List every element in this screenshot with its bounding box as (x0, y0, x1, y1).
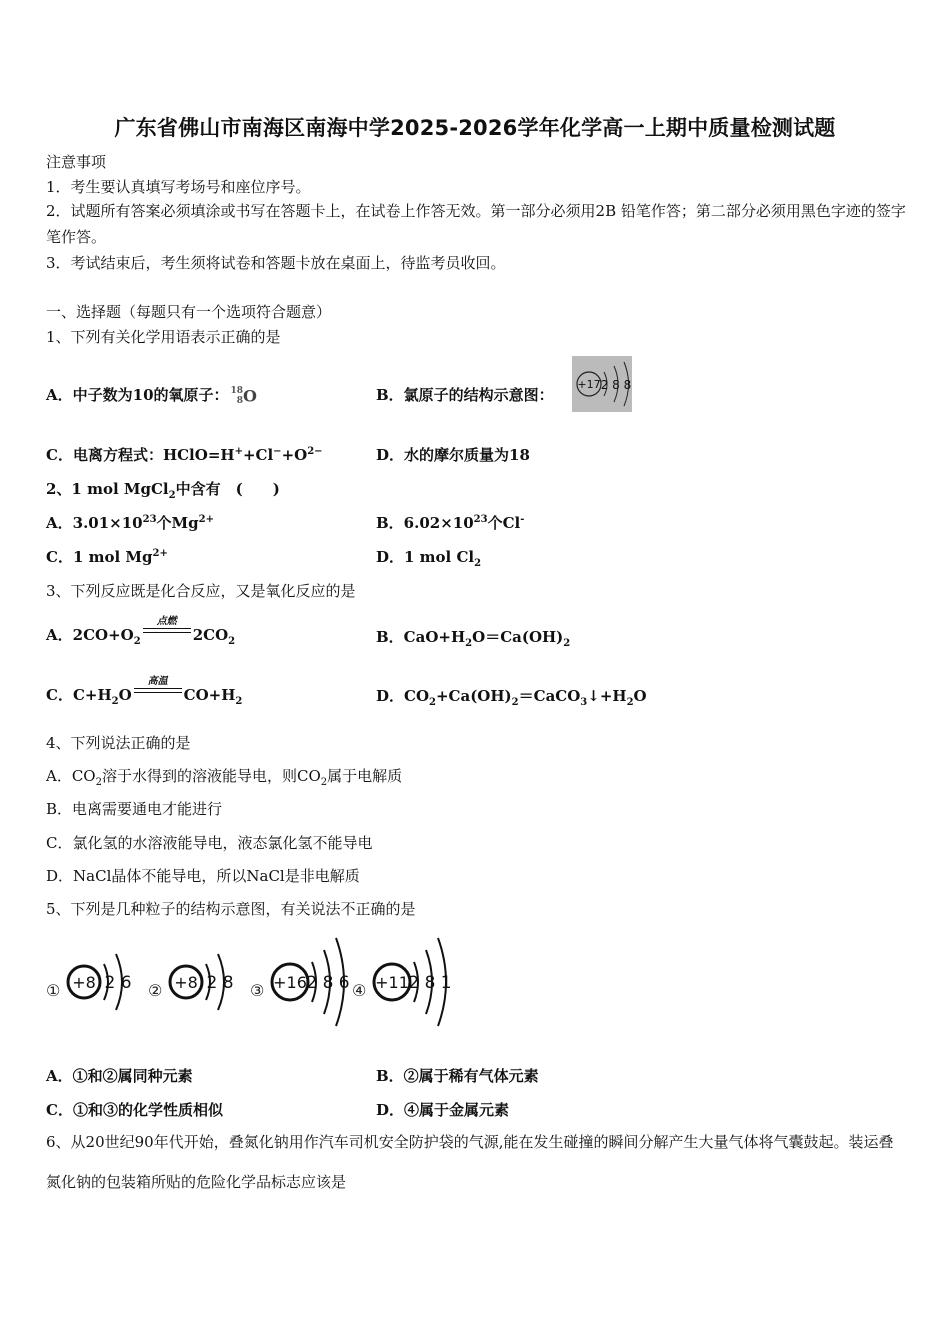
q1-option-d: D．水的摩尔质量为18 (376, 446, 530, 464)
page-title: 广东省佛山市南海区南海中学2025-2026学年化学高一上期中质量检测试题 (114, 116, 836, 140)
particle-label: ① (46, 981, 61, 1000)
shell-electrons: 2 8 8 (600, 378, 632, 392)
chlorine-atom-svg (572, 356, 632, 412)
q3-option-a: A．$2CO+O_2$ 点燃 $2CO_2$ (46, 616, 236, 647)
note-item-3: 3．考试结束后，考生须将试卷和答题卡放在桌面上，待监考员收回。 (46, 254, 506, 272)
nucleus-label: +17 (577, 378, 601, 391)
q5-option-a: A．①和②属同种元素 (46, 1067, 193, 1085)
shell-electrons: 2 6 (104, 973, 132, 993)
reaction-condition: 高温 (134, 686, 182, 706)
chlorine-atom-diagram (572, 356, 632, 412)
particle-label: ④ (352, 981, 367, 1000)
nucleus-label: +11 (375, 973, 409, 992)
nucleus-label: +16 (273, 973, 307, 992)
particle-label: ② (148, 981, 163, 1000)
notes-heading: 注意事项 (46, 153, 107, 171)
q1-option-b: B．氯原子的结构示意图： (376, 386, 554, 404)
shell-electrons: 2 8 (206, 973, 234, 993)
note-item-1: 1．考生要认真填写考场号和座位序号。 (46, 178, 311, 196)
q5-option-d: D．④属于金属元素 (376, 1101, 510, 1119)
q4-option-a: A．$CO_2$溶于水得到的溶液能导电，则$CO_2$属于电解质 (46, 767, 403, 788)
q5-option-c: C．①和③的化学性质相似 (46, 1101, 223, 1119)
q3-option-b: B．$CaO+H_2O=Ca(OH)_2$ (376, 628, 571, 649)
q2-option-b: B．$6.02\times 10^{23}$个Cl- (376, 514, 525, 532)
q5-stem: 5、下列是几种粒子的结构示意图，有关说法不正确的是 (46, 900, 416, 918)
q4-option-b: B．电离需要通电才能进行 (46, 800, 223, 818)
q1-option-a: A．中子数为10的氧原子： 18 8 O (46, 386, 257, 406)
particle-label: ③ (250, 981, 265, 1000)
q5-option-b: B．②属于稀有气体元素 (376, 1067, 539, 1085)
shell-electrons: 2 8 1 (408, 973, 452, 993)
section-heading: 一、选择题（每题只有一个选项符合题意） (46, 303, 332, 321)
q4-stem: 4、下列说法正确的是 (46, 734, 191, 752)
q6-stem: 6、从20世纪90年代开始，叠氮化钠用作汽车司机安全防护袋的气源,能在发生碰撞的瞬间分解产生大量气体将气囊鼓起。装运叠氮化钠的包装箱所贴的危险化学品标志应该是 (46, 1133, 894, 1191)
note-item-2: 2．试题所有答案必须填涂或书写在答题卡上，在试卷上作答无效。第一部分必须用2B 铅笔作答；第二部分必须用黑色字迹的签字笔作答。 (46, 202, 906, 246)
nucleus-label: +8 (72, 973, 96, 992)
q3-stem: 3、下列反应既是化合反应，又是氧化反应的是 (46, 582, 356, 600)
q4-option-c: C．氯化氢的水溶液能导电，液态氯化氢不能导电 (46, 834, 373, 852)
q1-stem: 1、下列有关化学用语表示正确的是 (46, 328, 281, 346)
nucleus-label: +8 (174, 973, 198, 992)
shell-electrons: 2 8 6 (306, 973, 350, 993)
q1-option-c: C．电离方程式：$HClO=H^++Cl^-+O^{2-}$ (46, 446, 323, 464)
q2-option-a: A．$3.01\times 10^{23}$个$Mg^{2+}$ (46, 514, 214, 532)
isotope-notation: 18 8 (230, 386, 244, 406)
q3-option-c: C．$C+H_2O$ 高温 $CO+H_2$ (46, 676, 243, 707)
q4-option-d: D．NaCl晶体不能导电，所以NaCl是非电解质 (46, 867, 360, 885)
reaction-condition: 点燃 (143, 626, 191, 646)
q2-stem: 2、1 mol MgCl$_2$中含有 ( ) (46, 480, 280, 501)
particle-diagrams-svg (44, 930, 464, 1030)
particle-diagrams (44, 930, 464, 1030)
q2-option-c: C．1 mol $Mg^{2+}$ (46, 548, 168, 566)
q2-option-d: D．1 mol $Cl_2$ (376, 548, 482, 569)
q3-option-d: D．$CO_2+Ca(OH)_2=CaCO_3↓+H_2O$ (376, 687, 647, 708)
